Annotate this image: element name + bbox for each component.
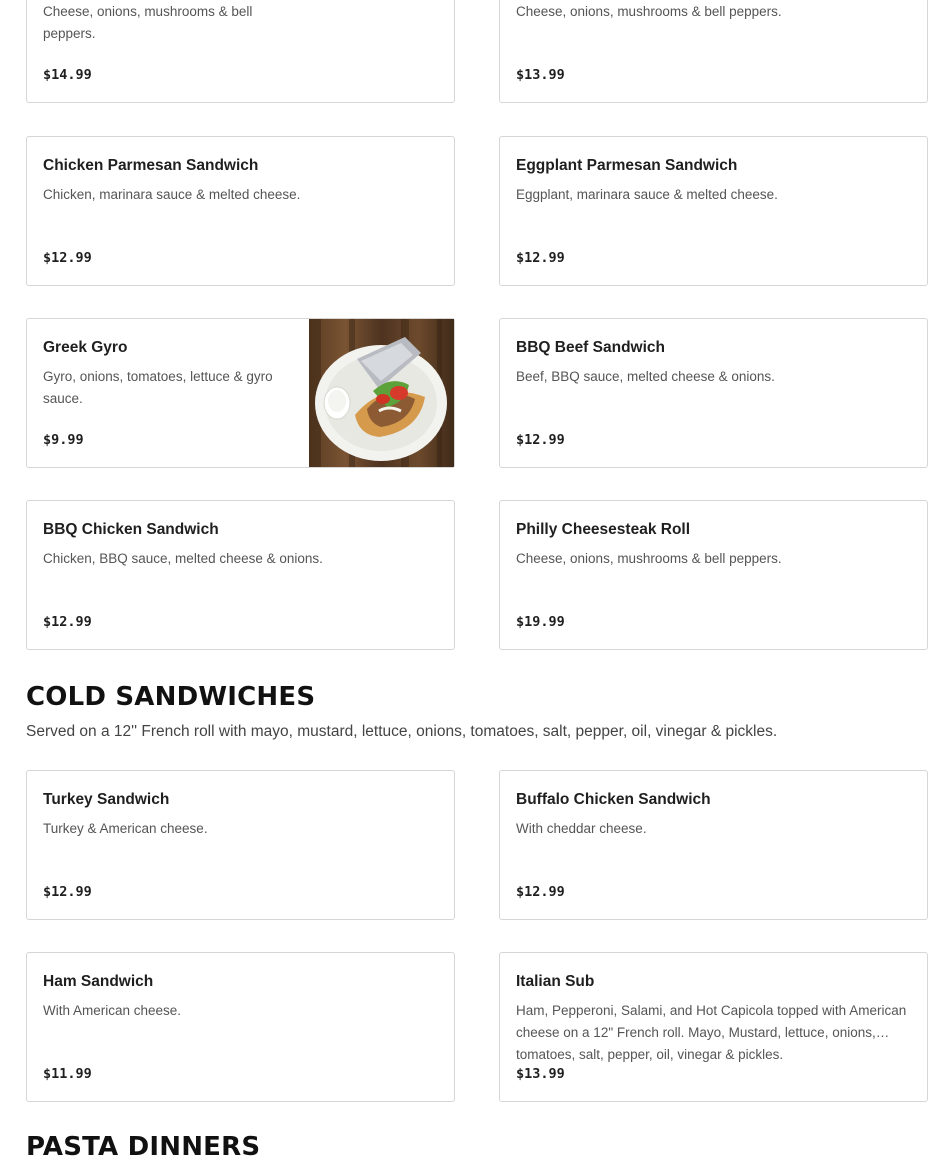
menu-item-card[interactable] — [26, 770, 455, 920]
menu-item-card[interactable] — [499, 0, 928, 103]
menu-item-title: Italian Sub — [516, 973, 595, 990]
menu-item-price: $13.99 — [516, 1066, 565, 1082]
menu-item-price: $13.99 — [516, 67, 565, 83]
menu-item-price: $19.99 — [516, 614, 565, 630]
menu-item-photo[interactable] — [309, 319, 454, 467]
menu-item-price: $12.99 — [516, 432, 565, 448]
section-title-cold-sandwiches: COLD SANDWICHES — [26, 682, 316, 712]
menu-item-title: Eggplant Parmesan Sandwich — [516, 157, 738, 174]
menu-item-description: Chicken, marinara sauce & melted cheese. — [43, 187, 301, 202]
menu-item-description: Chicken, BBQ sauce, melted cheese & onions. — [43, 551, 323, 566]
menu-item-description: Gyro, onions, tomatoes, lettuce & gyro sauce. — [43, 369, 273, 406]
menu-item-title: BBQ Beef Sandwich — [516, 339, 665, 356]
menu-item-card[interactable] — [26, 136, 455, 286]
menu-item-price: $12.99 — [43, 250, 92, 266]
menu-item-card[interactable] — [499, 500, 928, 650]
menu-item-title: Philly Cheesesteak Roll — [516, 521, 691, 538]
menu-item-description: With American cheese. — [43, 1003, 182, 1018]
menu-item-card[interactable] — [499, 952, 928, 1102]
menu-item-card[interactable] — [499, 770, 928, 920]
menu-item-price: $11.99 — [43, 1066, 92, 1082]
menu-item-price: $12.99 — [516, 250, 565, 266]
menu-item-card[interactable] — [499, 136, 928, 286]
menu-item-description: With cheddar cheese. — [516, 821, 647, 836]
menu-item-price: $9.99 — [43, 432, 84, 448]
menu-item-card[interactable] — [26, 952, 455, 1102]
menu-item-title: BBQ Chicken Sandwich — [43, 521, 219, 538]
menu-item-title: Greek Gyro — [43, 339, 128, 356]
menu-item-description: Cheese, onions, mushrooms & bell peppers. — [516, 4, 782, 19]
menu-item-description: Eggplant, marinara sauce & melted cheese. — [516, 187, 778, 202]
menu-item-card[interactable] — [499, 318, 928, 468]
menu-item-price: $12.99 — [516, 884, 565, 900]
menu-item-price: $12.99 — [43, 614, 92, 630]
menu-item-price: $12.99 — [43, 884, 92, 900]
menu-item-card[interactable] — [26, 318, 455, 468]
section-description: Served on a 12'' French roll with mayo, mustard, lettuce, onions, tomatoes, salt, pepper, oil, vinegar & pickles. — [26, 723, 778, 740]
menu-item-description: Ham, Pepperoni, Salami, and Hot Capicola topped with American cheese on a 12" French roll. Mayo, Mustard, lettuce, onions, tomatoes, salt, pepper, oil, vinegar & pickles. — [516, 1003, 907, 1062]
menu-item-title: Chicken Parmesan Sandwich — [43, 157, 259, 174]
menu-item-title: Ham Sandwich — [43, 973, 154, 990]
menu-item-title: Buffalo Chicken Sandwich — [516, 791, 711, 808]
menu-item-card[interactable] — [26, 500, 455, 650]
menu-item-description: Beef, BBQ sauce, melted cheese & onions. — [516, 369, 775, 384]
menu-item-description: Cheese, onions, mushrooms & bell peppers. — [43, 4, 253, 41]
section-title-pasta-dinners: PASTA DINNERS — [26, 1132, 261, 1162]
menu-item-description: Cheese, onions, mushrooms & bell peppers. — [516, 551, 782, 566]
menu-item-price: $14.99 — [43, 67, 92, 83]
menu-item-card[interactable] — [26, 0, 455, 103]
menu-item-description: Turkey & American cheese. — [43, 821, 208, 836]
menu-item-title: Turkey Sandwich — [43, 791, 170, 808]
